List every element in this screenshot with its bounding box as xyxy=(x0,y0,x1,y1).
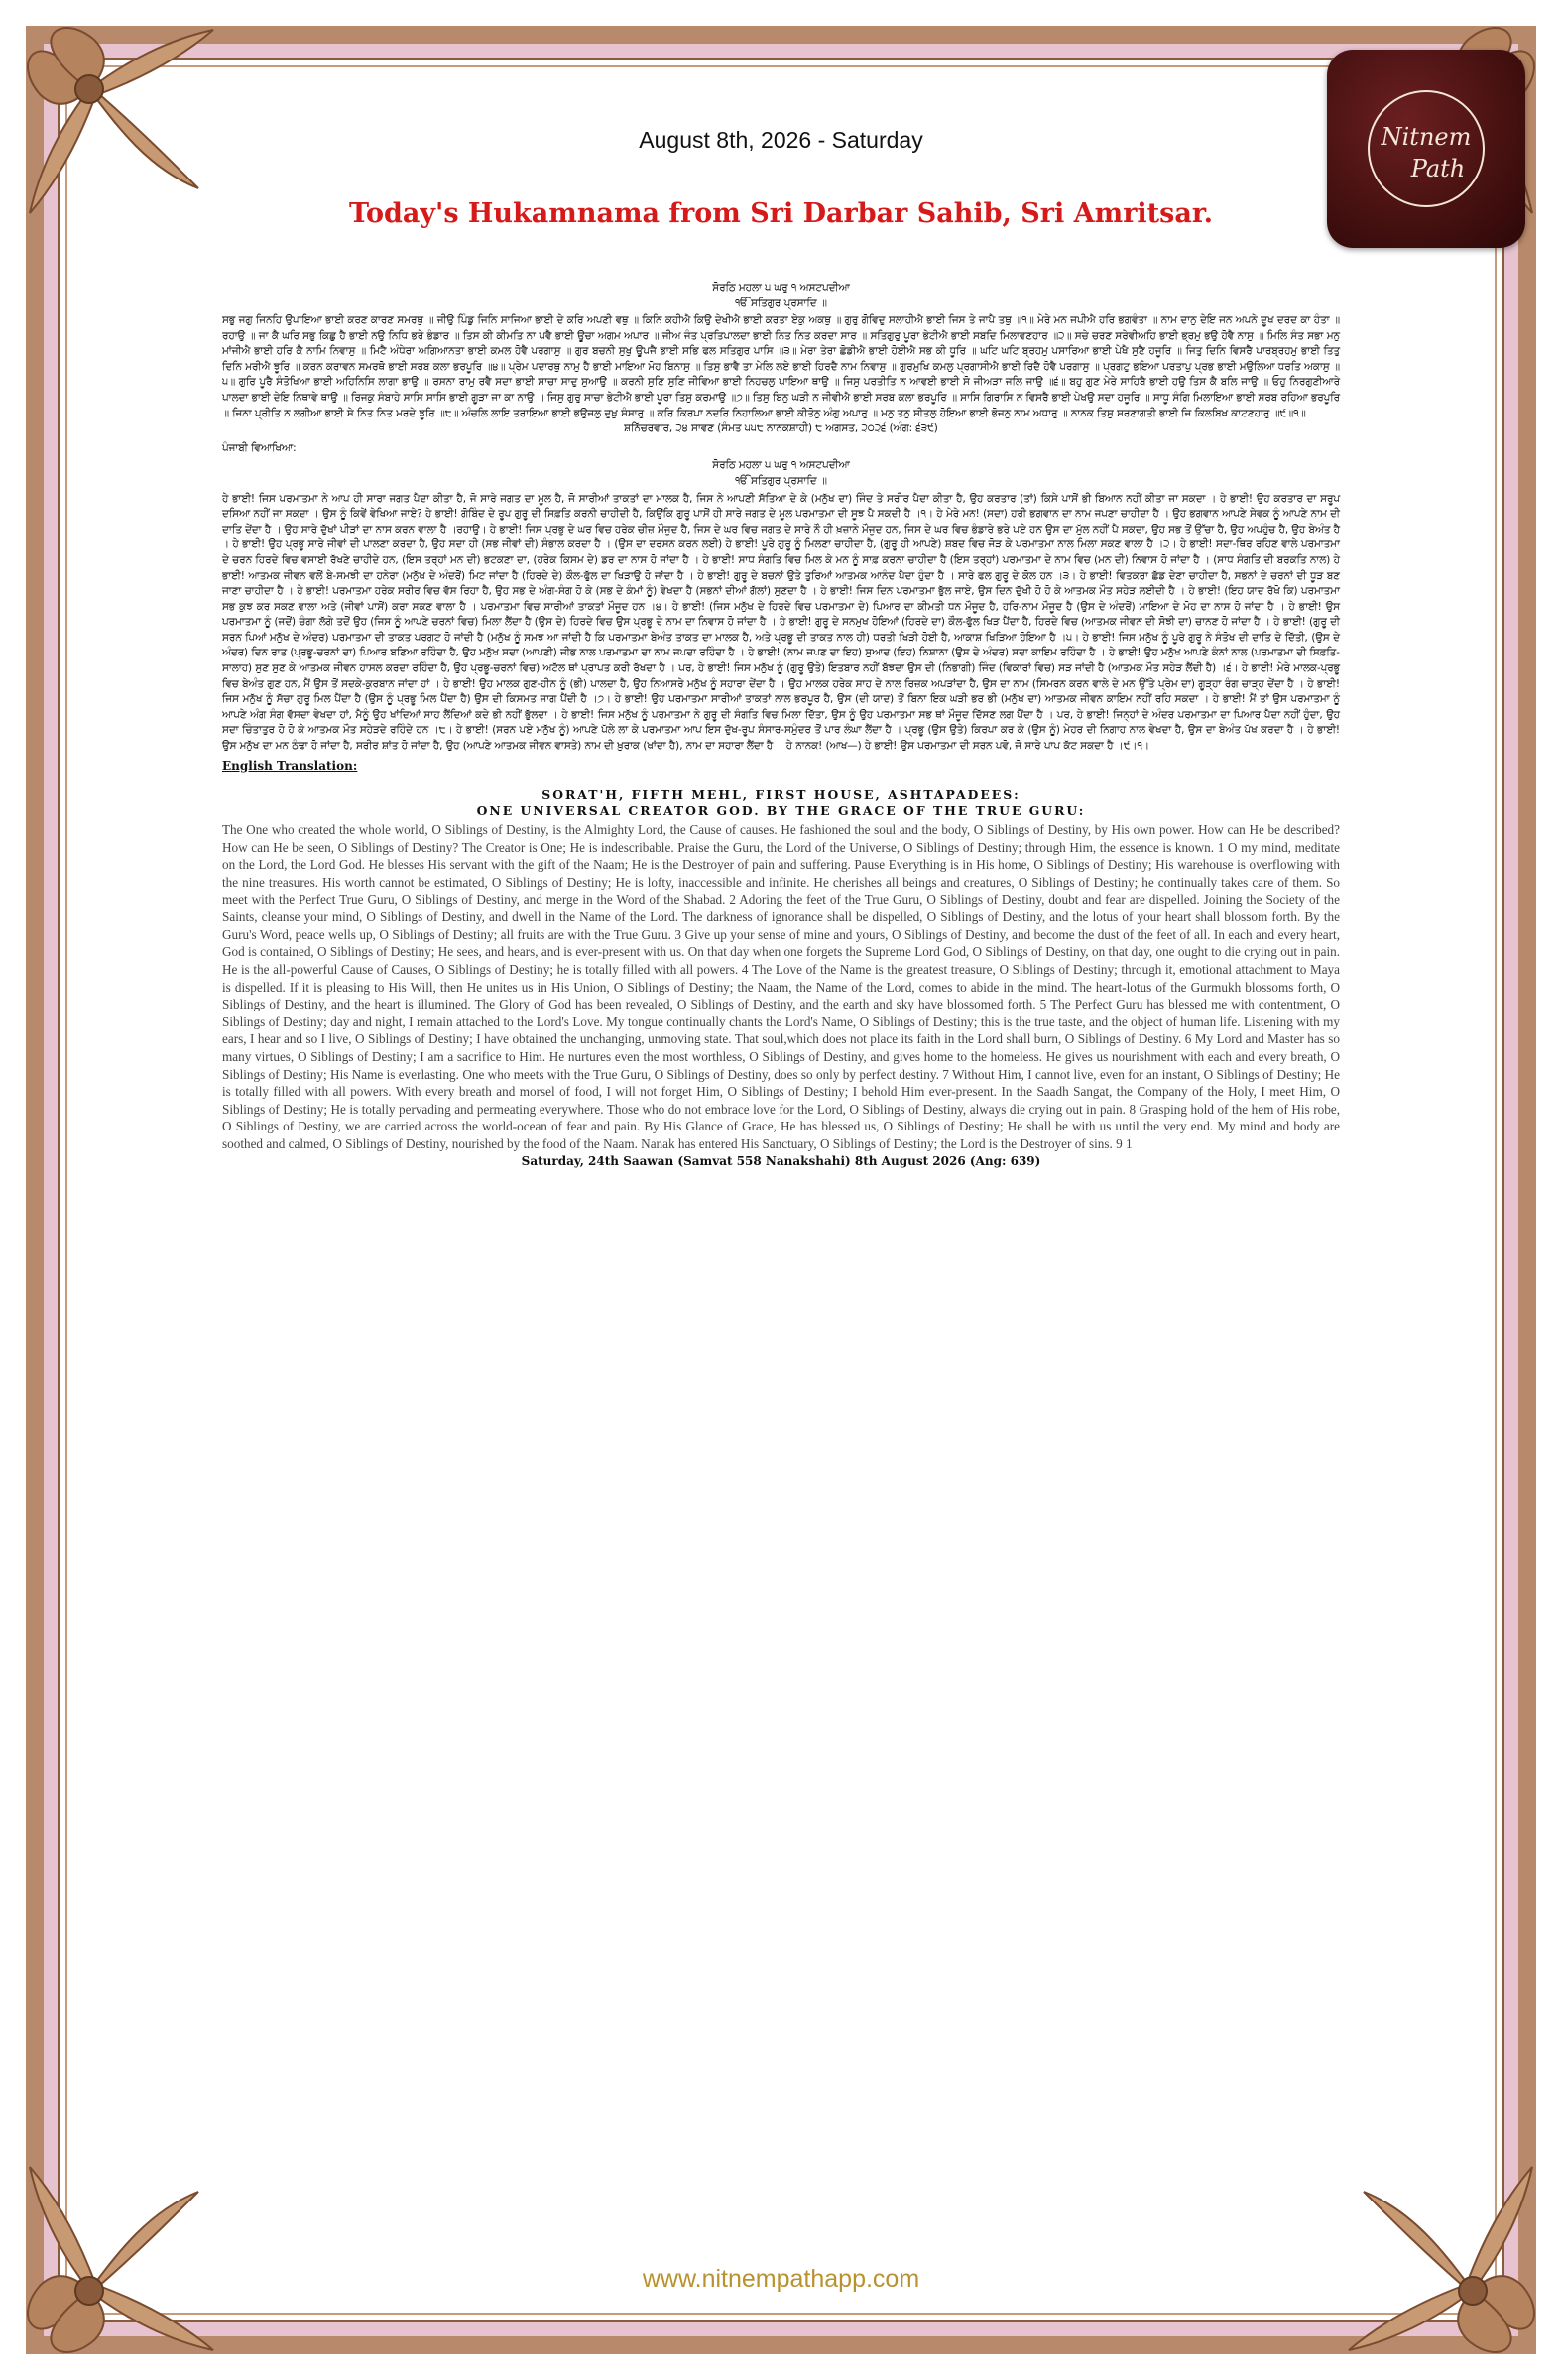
punjabi-explanation-label: ਪੰਜਾਬੀ ਵਿਆਖਿਆ: xyxy=(222,441,297,454)
punjabi-explanation-text: ਹੇ ਭਾਈ! ਜਿਸ ਪਰਮਾਤਮਾ ਨੇ ਆਪ ਹੀ ਸਾਰਾ ਜਗਤ ਪੈਦਾ ਕੀਤਾ ਹੈ, ਜੋ ਸਾਰੇ ਜਗਤ ਦਾ ਮੂਲ ਹੈ, ਜੋ ਸਾਰੀਆਂ ਤਾਕਤਾਂ ਦਾ ਮਾਲਕ ਹੈ, ਜਿਸ ਨੇ ਆਪਣੀ ਸੱਤਿਆ ਦੇ ਕੇ (ਮਨੁੱਖ ਦਾ) ਜਿੰਦ ਤੇ ਸਰੀਰ ਪੈਦਾ ਕੀਤਾ ਹੈ, ਉਹ ਕਰਤਾਰ (ਤਾਂ) ਕਿਸੇ ਪਾਸੋਂ ਭੀ ਬਿਆਨ ਨਹੀਂ ਕੀਤਾ ਜਾ ਸਕਦਾ । ਹੇ ਭਾਈ! ਉਹ ਕਰਤਾਰ ਦਾ ਸਰੂਪ ਦਸਿਆ ਨਹੀਂ ਜਾ ਸਕਦਾ । ਉਸ ਨੂੰ ਕਿਵੇਂ ਵੇਖਿਆ ਜਾਏ? ਹੇ ਭਾਈ! ਗੋਬਿੰਦ ਦੇ ਰੂਪ ਗੁਰੂ ਦੀ ਸਿਫ਼ਤਿ ਕਰਨੀ ਚਾਹੀਦੀ ਹੈ, ਕਿਉਂਕਿ ਗੁਰੂ ਪਾਸੋਂ ਹੀ ਸਾਰੇ ਜਗਤ ਦੇ ਮੂਲ ਪਰਮਾਤਮਾ ਦੀ ਸੂਝ ਪੈ ਸਕਦੀ ਹੈ ।੧। ਹੇ ਮੇਰੇ ਮਨ! (ਸਦਾ) ਹਰੀ ਭਗਵਾਨ ਦਾ ਨਾਮ ਜਪਣਾ ਚਾਹੀਦਾ ਹੈ । ਉਹ ਭਗਵਾਨ ਆਪਣੇ ਸੇਵਕ ਨੂੰ ਆਪਣੇ ਨਾਮ ਦੀ ਦਾਤਿ ਦੇਂਦਾ ਹੈ । ਉਹ ਸਾਰੇ ਦੁੱਖਾਂ ਪੀੜਾਂ ਦਾ ਨਾਸ ਕਰਨ ਵਾਲਾ ਹੈ ।ਰਹਾਉ। ਹੇ ਭਾਈ! ਜਿਸ ਪ੍ਰਭੂ ਦੇ ਘਰ ਵਿਚ ਹਰੇਕ ਚੀਜ਼ ਮੌਜੂਦ ਹੈ, ਜਿਸ ਦੇ ਘਰ ਵਿਚ ਜਗਤ ਦੇ ਸਾਰੇ ਨੌ ਹੀ ਖ਼ਜ਼ਾਨੇ ਮੌਜੂਦ ਹਨ, ਜਿਸ ਦੇ ਘਰ ਵਿਚ ਭੰਡਾਰੇ ਭਰੇ ਪਏ ਹਨ ਉਸ ਦਾ ਮੁੱਲ ਨਹੀਂ ਪੈ ਸਕਦਾ, ਉਹ ਸਭ ਤੋਂ ਉੱਚਾ ਹੈ, ਉਹ ਅਪਹੁੰਚ ਹੈ, ਉਹ ਬੇਅੰਤ ਹੈ । ਹੇ ਭਾਈ! ਉਹ ਪ੍ਰਭੂ ਸਾਰੇ ਜੀਵਾਂ ਦੀ ਪਾਲਣਾ ਕਰਦਾ ਹੈ, ਉਹ ਸਦਾ ਹੀ (ਸਭ ਜੀਵਾਂ ਦੀ) ਸੰਭਾਲ ਕਰਦਾ ਹੈ । (ਉਸ ਦਾ ਦਰਸਨ ਕਰਨ ਲਈ) ਹੇ ਭਾਈ! ਪੂਰੇ ਗੁਰੂ ਨੂੰ ਮਿਲਣਾ ਚਾਹੀਦਾ ਹੈ, (ਗੁਰੂ ਹੀ ਆਪਣੇ) ਸ਼ਬਦ ਵਿਚ ਜੋੜ ਕੇ ਪਰਮਾਤਮਾ ਨਾਲ ਮਿਲਾ ਸਕਣ ਵਾਲਾ ਹੈ ।੨। ਹੇ ਭਾਈ! ਸਦਾ-ਥਿਰ ਰਹਿਣ ਵਾਲੇ ਪਰਮਾਤਮਾ ਦੇ ਚਰਨ ਹਿਰਦੇ ਵਿਚ ਵਸਾਈ ਰੱਖਣੇ ਚਾਹੀਦੇ ਹਨ, (ਇਸ ਤਰ੍ਹਾਂ ਮਨ ਦੀ) ਭਟਕਣਾ ਦਾ, (ਹਰੇਕ ਕਿਸਮ ਦੇ) ਡਰ ਦਾ ਨਾਸ ਹੋ ਜਾਂਦਾ ਹੈ । ਹੇ ਭਾਈ! ਸਾਧ ਸੰਗਤਿ ਵਿਚ ਮਿਲ ਕੇ ਮਨ ਨੂੰ ਸਾਫ਼ ਕਰਨਾ ਚਾਹੀਦਾ ਹੈ (ਇਸ ਤਰ੍ਹਾਂ) ਪਰਮਾਤਮਾ ਦੇ ਨਾਮ ਵਿਚ (ਮਨ ਦੀ) ਨਿਵਾਸ ਹੋ ਜਾਂਦਾ ਹੈ । (ਸਾਧ ਸੰਗਤਿ ਦੀ ਬਰਕਤਿ ਨਾਲ) ਹੇ ਭਾਈ! ਆਤਮਕ ਜੀਵਨ ਵਲੋਂ ਬੇ-ਸਮਝੀ ਦਾ ਹਨੇਰਾ (ਮਨੁੱਖ ਦੇ ਅੰਦਰੋਂ) ਮਿਟ ਜਾਂਦਾ ਹੈ (ਹਿਰਦੇ ਦੇ) ਕੌਲ-ਫੁੱਲ ਦਾ ਖਿੜਾਉ ਹੋ ਜਾਂਦਾ ਹੈ । ਹੇ ਭਾਈ! ਗੁਰੂ ਦੇ ਬਚਨਾਂ ਉਤੇ ਤੁਰਿਆਂ ਆਤਮਕ ਆਨੰਦ ਪੈਦਾ ਹੁੰਦਾ ਹੈ । ਸਾਰੇ ਫਲ ਗੁਰੂ ਦੇ ਕੋਲ ਹਨ ।੩। ਹੇ ਭਾਈ! ਵਿਤਕਰਾ ਛੱਡ ਦੇਣਾ ਚਾਹੀਦਾ ਹੈ, ਸਭਨਾਂ ਦੇ ਚਰਨਾਂ ਦੀ ਧੂੜ ਬਣ ਜਾਣਾ ਚਾਹੀਦਾ ਹੈ । ਹੇ ਭਾਈ! ਪਰਮਾਤਮਾ ਹਰੇਕ ਸਰੀਰ ਵਿਚ ਵੱਸ ਰਿਹਾ ਹੈ, ਉਹ ਸਭ ਦੇ ਅੰਗ-ਸੰਗ ਹੋ ਕੇ (ਸਭ ਦੇ ਕੰਮਾਂ ਨੂੰ) ਵੇਖਦਾ ਹੈ (ਸਭਨਾਂ ਦੀਆਂ ਗੱਲਾਂ) ਸੁਣਦਾ ਹੈ । ਹੇ ਭਾਈ! ਜਿਸ ਦਿਨ ਪਰਮਾਤਮਾ ਭੁੱਲ ਜਾਏ, ਉਸ ਦਿਨ ਦੁੱਖੀ ਹੋ ਹੋ ਕੇ ਆਤਮਕ ਮੌਤ ਸਹੇੜ ਲਈਦੀ ਹੈ । ਹੇ ਭਾਈ! (ਇਹ ਯਾਦ ਰੱਖੋ ਕਿ) ਪਰਮਾਤਮਾ ਸਭ ਕੁਝ ਕਰ ਸਕਣ ਵਾਲਾ ਅਤੇ (ਜੀਵਾਂ ਪਾਸੋਂ) ਕਰਾ ਸਕਣ ਵਾਲਾ ਹੈ । ਪਰਮਾਤਮਾ ਵਿਚ ਸਾਰੀਆਂ ਤਾਕਤਾਂ ਮੌਜੂਦ ਹਨ ।੪। ਹੇ ਭਾਈ! (ਜਿਸ ਮਨੁੱਖ ਦੇ ਹਿਰਦੇ ਵਿਚ ਪਰਮਾਤਮਾ ਦੇ) ਪਿਆਰ ਦਾ ਕੀਮਤੀ ਧਨ ਮੌਜੂਦ ਹੈ, ਹਰਿ-ਨਾਮ ਮੌਜੂਦ ਹੈ (ਉਸ ਦੇ ਅੰਦਰੋਂ) ਮਾਇਆ ਦੇ ਮੋਹ ਦਾ ਨਾਸ ਹੋ ਜਾਂਦਾ ਹੈ । ਹੇ ਭਾਈ! ਉਸ ਪਰਮਾਤਮਾ ਨੂੰ (ਜਦੋਂ) ਚੰਗਾ ਲੱਗੇ ਤਦੋਂ ਉਹ (ਜਿਸ ਨੂੰ ਆਪਣੇ ਚਰਨਾਂ ਵਿਚ) ਮਿਲਾ ਲੈਂਦਾ ਹੈ (ਉਸ ਦੇ) ਹਿਰਦੇ ਵਿਚ ਉਸ ਪ੍ਰਭੂ ਦੇ ਨਾਮ ਦਾ ਨਿਵਾਸ ਹੋ ਜਾਂਦਾ ਹੈ । ਹੇ ਭਾਈ! ਗੁਰੂ ਦੇ ਸਨਮੁਖ ਹੋਇਆਂ (ਹਿਰਦੇ ਦਾ) ਕੌਲ-ਫੁੱਲ ਖਿੜ ਪੈਂਦਾ ਹੈ, ਹਿਰਦੇ ਵਿਚ (ਆਤਮਕ ਜੀਵਨ ਦੀ ਸੋਝੀ ਦਾ) ਚਾਨਣ ਹੋ ਜਾਂਦਾ ਹੈ । ਹੇ ਭਾਈ! (ਗੁਰੂ ਦੀ ਸਰਨ ਪਿਆਂ ਮਨੁੱਖ ਦੇ ਅੰਦਰ) ਪਰਮਾਤਮਾ ਦੀ ਤਾਕਤ ਪਰਗਟ ਹੋ ਜਾਂਦੀ ਹੈ (ਮਨੁੱਖ ਨੂੰ ਸਮਝ ਆ ਜਾਂਦੀ ਹੈ ਕਿ ਪਰਮਾਤਮਾ ਬੇਅੰਤ ਤਾਕਤ ਦਾ ਮਾਲਕ ਹੈ, ਅਤੇ ਪ੍ਰਭੂ ਦੀ ਤਾਕਤ ਨਾਲ ਹੀ) ਧਰਤੀ ਖਿੜੀ ਹੋਈ ਹੈ, ਆਕਾਸ਼ ਖਿੜਿਆ ਹੋਇਆ ਹੈ ।੫। ਹੇ ਭਾਈ! ਜਿਸ ਮਨੁੱਖ ਨੂੰ ਪੂਰੇ ਗੁਰੂ ਨੇ ਸੰਤੋਖ ਦੀ ਦਾਤਿ ਦੇ ਦਿੱਤੀ, (ਉਸ ਦੇ ਅੰਦਰ) ਦਿਨ ਰਾਤ (ਪ੍ਰਭੂ-ਚਰਨਾਂ ਦਾ) ਪਿਆਰ ਬਣਿਆ ਰਹਿੰਦਾ ਹੈ, ਉਹ ਮਨੁੱਖ ਸਦਾ (ਆਪਣੀ) ਜੀਭ ਨਾਲ ਪਰਮਾਤਮਾ ਦਾ ਨਾਮ ਜਪਦਾ ਰਹਿੰਦਾ ਹੈ । ਹੇ ਭਾਈ! (ਨਾਮ ਜਪਣ ਦਾ ਇਹ) ਸੁਆਦ (ਇਹ) ਨਿਸ਼ਾਨਾ (ਉਸ ਦੇ ਅੰਦਰ) ਸਦਾ ਕਾਇਮ ਰਹਿੰਦਾ ਹੈ । ਹੇ ਭਾਈ! ਉਹ ਮਨੁੱਖ ਆਪਣੇ ਕੰਨਾਂ ਨਾਲ (ਪਰਮਾਤਮਾ ਦੀ ਸਿਫ਼ਤਿ-ਸਾਲਾਹ) ਸੁਣ ਸੁਣ ਕੇ ਆਤਮਕ ਜੀਵਨ ਹਾਸਲ ਕਰਦਾ ਰਹਿੰਦਾ ਹੈ, ਉਹ ਪ੍ਰਭੂ-ਚਰਨਾਂ ਵਿਚ) ਅਟੱਲ ਥਾਂ ਪ੍ਰਾਪਤ ਕਰੀ ਰੱਖਦਾ ਹੈ । ਪਰ, ਹੇ ਭਾਈ! ਜਿਸ ਮਨੁੱਖ ਨੂੰ (ਗੁਰੂ ਉਤੇ) ਇਤਬਾਰ ਨਹੀਂ ਬੱਝਦਾ ਉਸ ਦੀ (ਨਿਭਾਗੀ) ਜਿੰਦ (ਵਿਕਾਰਾਂ ਵਿਚ) ਸੜ ਜਾਂਦੀ ਹੈ (ਆਤਮਕ ਮੌਤ ਸਹੇੜ ਲੈਂਦੀ ਹੈ) ।੬। ਹੇ ਭਾਈ! ਮੇਰੇ ਮਾਲਕ-ਪ੍ਰਭੂ ਵਿਚ ਬੇਅੰਤ ਗੁਣ ਹਨ, ਮੈਂ ਉਸ ਤੋਂ ਸਦਕੇ-ਕੁਰਬਾਨ ਜਾਂਦਾ ਹਾਂ । ਹੇ ਭਾਈ! ਉਹ ਮਾਲਕ ਗੁਣ-ਹੀਨ ਨੂੰ (ਭੀ) ਪਾਲਦਾ ਹੈ, ਉਹ ਨਿਆਸਰੇ ਮਨੁੱਖ ਨੂੰ ਸਹਾਰਾ ਦੇਂਦਾ ਹੈ । ਉਹ ਮਾਲਕ ਹਰੇਕ ਸਾਹ ਦੇ ਨਾਲ ਰਿਜ਼ਕ ਅਪੜਾਂਦਾ ਹੈ, ਉਸ ਦਾ ਨਾਮ (ਸਿਮਰਨ ਕਰਨ ਵਾਲੇ ਦੇ ਮਨ ਉੱਤੇ ਪ੍ਰੇਮ ਦਾ) ਗੂੜ੍ਹਾ ਰੰਗ ਚਾੜ੍ਹ ਦੇਂਦਾ ਹੈ । ਹੇ ਭਾਈ! ਜਿਸ ਮਨੁੱਖ ਨੂੰ ਸੱਚਾ ਗੁਰੂ ਮਿਲ ਪੈਂਦਾ ਹੈ (ਉਸ ਨੂੰ ਪ੍ਰਭੂ ਮਿਲ ਪੈਂਦਾ ਹੈ) ਉਸ ਦੀ ਕਿਸਮਤ ਜਾਗ ਪੈਂਦੀ ਹੈ ।੭। ਹੇ ਭਾਈ! ਉਹ ਪਰਮਾਤਮਾ ਸਾਰੀਆਂ ਤਾਕਤਾਂ ਨਾਲ ਭਰਪੂਰ ਹੈ, ਉਸ (ਦੀ ਯਾਦ) ਤੋਂ ਬਿਨਾ ਇਕ ਘੜੀ ਭਰ ਭੀ (ਮਨੁੱਖ ਦਾ) ਆਤਮਕ ਜੀਵਨ ਕਾਇਮ ਨਹੀਂ ਰਹਿ ਸਕਦਾ । ਹੇ ਭਾਈ! ਮੈਂ ਤਾਂ ਉਸ ਪਰਮਾਤਮਾ ਨੂੰ ਆਪਣੇ ਅੰਗ ਸੰਗ ਵੱਸਦਾ ਵੇਖਦਾ ਹਾਂ, ਮੈਨੂੰ ਉਹ ਖਾਂਦਿਆਂ ਸਾਹ ਲੈਂਦਿਆਂ ਕਦੇ ਭੀ ਨਹੀਂ ਭੁੱਲਦਾ । ਹੇ ਭਾਈ! ਜਿਸ ਮਨੁੱਖ ਨੂੰ ਪਰਮਾਤਮਾ ਨੇ ਗੁਰੂ ਦੀ ਸੰਗਤਿ ਵਿਚ ਮਿਲਾ ਦਿੱਤਾ, ਉਸ ਨੂੰ ਉਹ ਪਰਮਾਤਮਾ ਸਭ ਥਾਂ ਮੌਜੂਦ ਦਿੱਸਣ ਲਗ ਪੈਂਦਾ ਹੈ । ਪਰ, ਹੇ ਭਾਈ! ਜਿਨ੍ਹਾਂ ਦੇ ਅੰਦਰ ਪਰਮਾਤਮਾ ਦਾ ਪਿਆਰ ਪੈਦਾ ਨਹੀਂ ਹੁੰਦਾ, ਉਹ ਸਦਾ ਚਿੰਤਾਤੁਰ ਹੋ ਹੋ ਕੇ ਆਤਮਕ ਮੌਤ ਸਹੇੜਦੇ ਰਹਿੰਦੇ ਹਨ ।੮। ਹੇ ਭਾਈ! (ਸਰਨ ਪਏ ਮਨੁੱਖ ਨੂੰ) ਆਪਣੇ ਪੱਲੇ ਲਾ ਕੇ ਪਰਮਾਤਮਾ ਆਪ ਇਸ ਦੁੱਖ-ਰੂਪ ਸੰਸਾਰ-ਸਮੁੰਦਰ ਤੋਂ ਪਾਰ ਲੰਘਾ ਲੈਂਦਾ ਹੈ । ਪ੍ਰਭੂ (ਉਸ ਉਤੇ) ਕਿਰਪਾ ਕਰ ਕੇ (ਉਸ ਨੂੰ) ਮੇਹਰ ਦੀ ਨਿਗਾਹ ਨਾਲ ਵੇਖਦਾ ਹੈ, ਉਸ ਦਾ ਬੇਅੰਤ ਪੱਖ ਕਰਦਾ ਹੈ । ਹੇ ਭਾਈ! ਉਸ ਮਨੁੱਖ ਦਾ ਮਨ ਠੰਢਾ ਹੋ ਜਾਂਦਾ ਹੈ, ਸਰੀਰ ਸ਼ਾਂਤ ਹੋ ਜਾਂਦਾ ਹੈ, ਉਹ (ਆਪਣੇ ਆਤਮਕ ਜੀਵਨ ਵਾਸਤੇ) ਨਾਮ ਦੀ ਖ਼ੁਰਾਕ (ਖਾਂਦਾ ਹੈ), ਨਾਮ ਦਾ ਸਹਾਰਾ ਲੈਂਦਾ ਹੈ । ਹੇ ਨਾਨਕ! (ਆਖ—) ਹੇ ਭਾਈ! ਉਸ ਪਰਮਾਤਮਾ ਦੀ ਸਰਨ ਪਵੋ, ਜੋ ਸਾਰੇ ਪਾਪ ਕੱਟ ਸਕਦਾ ਹੈ ।੯।੧। xyxy=(222,492,1341,753)
gurbani-heading xyxy=(222,280,1340,311)
hukamnama-date: August 8th, 2026 - Saturday xyxy=(639,127,923,153)
punjabi-heading-line1: ਸੋਰਠਿ ਮਹਲਾ ੫ ਘਰੁ ੧ ਅਸਟਪਦੀਆ xyxy=(712,459,850,472)
english-heading-line1: SORAT'H, FIFTH MEHL, FIRST HOUSE, ASHTAPADEES: xyxy=(541,787,1021,803)
ribbon-bow-icon-top-left xyxy=(0,0,228,228)
english-date: Saturday, 24th Saawan (Samvat 558 Nanakshahi) 8th August 2026 (Ang: 639) xyxy=(521,1153,1041,1168)
gurbani-date: ਸ਼ਨਿੱਚਰਵਾਰ, ੨੪ ਸਾਵਣ (ਸੰਮਤ ੫੫੮ ਨਾਨਕਸ਼ਾਹੀ) ੮ ਅਗਸਤ, ੨੦੨੬ (ਅੰਗ: ੬੩੯) xyxy=(624,422,938,435)
gurbani-text: ਸਭੁ ਜਗੁ ਜਿਨਹਿ ਉਪਾਇਆ ਭਾਈ ਕਰਣ ਕਾਰਣ ਸਮਰਥੁ ॥ ਜੀਉ ਪਿੰਡੁ ਜਿਨਿ ਸਾਜਿਆ ਭਾਈ ਦੇ ਕਰਿ ਅਪਣੀ ਵਥੁ ॥ ਕਿਨਿ ਕਹੀਐ ਕਿਉ ਦੇਖੀਐ ਭਾਈ ਕਰਤਾ ਏਕੁ ਅਕਥੁ ॥ ਗੁਰੁ ਗੋਵਿਦੁ ਸਲਾਹੀਐ ਭਾਈ ਜਿਸ ਤੇ ਜਾਪੈ ਤਥੁ ॥੧॥ ਮੇਰੇ ਮਨ ਜਪੀਐ ਹਰਿ ਭਗਵੰਤਾ ॥ ਨਾਮ ਦਾਨੁ ਦੇਇ ਜਨ ਅਪਨੇ ਦੂਖ ਦਰਦ ਕਾ ਹੰਤਾ ॥ ਰਹਾਉ ॥ ਜਾ ਕੈ ਘਰਿ ਸਭੁ ਕਿਛੁ ਹੈ ਭਾਈ ਨਉ ਨਿਧਿ ਭਰੇ ਭੰਡਾਰ ॥ ਤਿਸ ਕੀ ਕੀਮਤਿ ਨਾ ਪਵੈ ਭਾਈ ਊਚਾ ਅਗਮ ਅਪਾਰ ॥ ਜੀਅ ਜੰਤ ਪ੍ਰਤਿਪਾਲਦਾ ਭਾਈ ਨਿਤ ਨਿਤ ਕਰਦਾ ਸਾਰ ॥ ਸਤਿਗੁਰੁ ਪੂਰਾ ਭੇਟੀਐ ਭਾਈ ਸਬਦਿ ਮਿਲਾਵਣਹਾਰ ॥੨॥ ਸਚੇ ਚਰਣ ਸਰੇਵੀਅਹਿ ਭਾਈ ਭ੍ਰਮੁ ਭਉ ਹੋਵੈ ਨਾਸੁ ॥ ਮਿਲਿ ਸੰਤ ਸਭਾ ਮਨੁ ਮਾਂਜੀਐ ਭਾਈ ਹਰਿ ਕੈ ਨਾਮਿ ਨਿਵਾਸੁ ॥ ਮਿਟੈ ਅੰਧੇਰਾ ਅਗਿਆਨਤਾ ਭਾਈ ਕਮਲ ਹੋਵੈ ਪਰਗਾਸੁ ॥ ਗੁਰ ਬਚਨੀ ਸੁਖੁ ਊਪਜੈ ਭਾਈ ਸਭਿ ਫਲ ਸਤਿਗੁਰ ਪਾਸਿ ॥੩॥ ਮੇਰਾ ਤੇਰਾ ਛੋਡੀਐ ਭਾਈ ਹੋਈਐ ਸਭ ਕੀ ਧੂਰਿ ॥ ਘਟਿ ਘਟਿ ਬ੍ਰਹਮੁ ਪਸਾਰਿਆ ਭਾਈ ਪੇਖੈ ਸੁਣੈ ਹਜੂਰਿ ॥ ਜਿਤੁ ਦਿਨਿ ਵਿਸਰੈ ਪਾਰਬ੍ਰਹਮੁ ਭਾਈ ਤਿਤੁ ਦਿਨਿ ਮਰੀਐ ਝੂਰਿ ॥ ਕਰਨ ਕਰਾਵਨ ਸਮਰਥੋ ਭਾਈ ਸਰਬ ਕਲਾ ਭਰਪੂਰਿ ॥੪॥ ਪ੍ਰੇਮ ਪਦਾਰਥੁ ਨਾਮੁ ਹੈ ਭਾਈ ਮਾਇਆ ਮੋਹ ਬਿਨਾਸੁ ॥ ਤਿਸੁ ਭਾਵੈ ਤਾ ਮੇਲਿ ਲਏ ਭਾਈ ਹਿਰਦੈ ਨਾਮ ਨਿਵਾਸੁ ॥ ਗੁਰਮੁਖਿ ਕਮਲੁ ਪ੍ਰਗਾਸੀਐ ਭਾਈ ਰਿਦੈ ਹੋਵੈ ਪਰਗਾਸੁ ॥ ਪ੍ਰਗਟੁ ਭਇਆ ਪਰਤਾਪੁ ਪ੍ਰਭ ਭਾਈ ਮਉਲਿਆ ਧਰਤਿ ਅਕਾਸੁ ॥੫॥ ਗੁਰਿ ਪੂਰੈ ਸੰਤੋਖਿਆ ਭਾਈ ਅਹਿਨਿਸਿ ਲਾਗਾ ਭਾਉ ॥ ਰਸਨਾ ਰਾਮੁ ਰਵੈ ਸਦਾ ਭਾਈ ਸਾਚਾ ਸਾਦੁ ਸੁਆਉ ॥ ਕਰਨੀ ਸੁਣਿ ਸੁਣਿ ਜੀਵਿਆ ਭਾਈ ਨਿਹਚਲੁ ਪਾਇਆ ਥਾਉ ॥ ਜਿਸੁ ਪਰਤੀਤਿ ਨ ਆਵਈ ਭਾਈ ਸੋ ਜੀਅੜਾ ਜਲਿ ਜਾਉ ॥੬॥ ਬਹੁ ਗੁਣ ਮੇਰੇ ਸਾਹਿਬੈ ਭਾਈ ਹਉ ਤਿਸ ਕੈ ਬਲਿ ਜਾਉ ॥ ਓਹੁ ਨਿਰਗੁਣੀਆਰੇ ਪਾਲਦਾ ਭਾਈ ਦੇਇ ਨਿਥਾਵੇ ਥਾਉ ॥ ਰਿਜਕੁ ਸੰਬਾਹੇ ਸਾਸਿ ਸਾਸਿ ਭਾਈ ਗੂੜਾ ਜਾ ਕਾ ਨਾਉ ॥ ਜਿਸੁ ਗੁਰੁ ਸਾਚਾ ਭੇਟੀਐ ਭਾਈ ਪੂਰਾ ਤਿਸੁ ਕਰਮਾਉ ॥੭॥ ਤਿਸੁ ਬਿਨੁ ਘੜੀ ਨ ਜੀਵੀਐ ਭਾਈ ਸਰਬ ਕਲਾ ਭਰਪੂਰਿ ॥ ਸਾਸਿ ਗਿਰਾਸਿ ਨ ਵਿਸਰੈ ਭਾਈ ਪੇਖਉ ਸਦਾ ਹਜੂਰਿ ॥ ਸਾਧੂ ਸੰਗਿ ਮਿਲਾਇਆ ਭਾਈ ਸਰਬ ਰਹਿਆ ਭਰਪੂਰਿ ॥ ਜਿਨਾ ਪ੍ਰੀਤਿ ਨ ਲਗੀਆ ਭਾਈ ਸੇ ਨਿਤ ਨਿਤ ਮਰਦੇ ਝੂਰਿ ॥੮॥ ਅੰਚਲਿ ਲਾਇ ਤਰਾਇਆ ਭਾਈ ਭਉਜਲੁ ਦੁਖੁ ਸੰਸਾਰੁ ॥ ਕਰਿ ਕਿਰਪਾ ਨਦਰਿ ਨਿਹਾਲਿਆ ਭਾਈ ਕੀਤੋਨੁ ਅੰਗੁ ਅਪਾਰੁ ॥ ਮਨੁ ਤਨੁ ਸੀਤਲੁ ਹੋਇਆ ਭਾਈ ਭੋਜਨੁ ਨਾਮ ਅਧਾਰੁ ॥ ਨਾਨਕ ਤਿਸੁ ਸਰਣਾਗਤੀ ਭਾਈ ਜਿ ਕਿਲਬਿਖ ਕਾਟਣਹਾਰੁ ॥੯॥੧॥ xyxy=(222,314,1340,419)
website-link[interactable]: www.nitnempathapp.com xyxy=(642,2265,920,2293)
logo-line1: Nitnem xyxy=(1381,123,1472,151)
punjabi-heading-line2: ੴ ਸਤਿਗੁਰ ਪ੍ਰਸਾਦਿ ॥ xyxy=(735,474,827,487)
page-title: Today's Hukamnama from Sri Darbar Sahib, Sri Amritsar. xyxy=(348,198,1213,229)
nitnem-path-logo xyxy=(1327,50,1525,248)
english-translation-text: The One who created the whole world, O Siblings of Destiny, is the Almighty Lord, the Cause of causes. He fashioned the soul and the body, O Siblings of Destiny, by His own power. How can He be described? How can He be seen, O Siblings of Destiny? The Creator is One; He is indescribable. Praise the Guru, the Lord of the Universe, O Siblings of Destiny; through Him, the essence is known. 1 O my mind, meditate on the Lord, the Lord God. He blesses His servant with the gift of the Naam; He is the Destroyer of pain and suffering. Pause Everything is in His home, O Siblings of Destiny; His warehouse is overflowing with the nine treasures. His worth cannot be estimated, O Siblings of Destiny; He is lofty, inaccessible and infinite. He cherishes all beings and creatures, O Siblings of Destiny; he continually takes care of them. So meet with the Perfect True Guru, O Siblings of Destiny, and merge in the Word of the Shabad. 2 Adoring the feet of the True Guru, O Siblings of Destiny, doubt and fear are dispelled. Joining the Society of the Saints, cleanse your mind, O Siblings of Destiny, and dwell in the Name of the Lord. The darkness of ignorance shall be dispelled, O Siblings of Destiny, and the lotus of your heart shall blossom forth. By the Guru's Word, peace wells up, O Siblings of Destiny; all fruits are with the True Guru. 3 Give up your sense of mine and yours, O Siblings of Destiny, and become the dust of the feet of all. In each and every heart, God is contained, O Siblings of Destiny; He sees, and hears, and is ever-present with us. On that day when one forgets the Supreme Lord God, O Siblings of Destiny, on that day, one ought to die crying out in pain. He is the all-powerful Cause of Causes, O Siblings of Destiny; he is totally filled with all powers. 4 The Love of the Name is the greatest treasure, O Siblings of Destiny; through it, emotional attachment to Maya is dispelled. If it is pleasing to His Will, then He unites us in His Union, O Siblings of Destiny; the Naam, the Name of the Lord, comes to abide in the mind. The heart-lotus of the Gurmukh blossoms forth, O Siblings of Destiny, and the heart is illumined. The Glory of God has been revealed, O Siblings of Destiny, and the earth and sky have blossomed forth. 5 The Perfect Guru has blessed me with contentment, O Siblings of Destiny; day and night, I remain attached to the Lord's Love. My tongue continually chants the Lord's Name, O Siblings of Destiny; this is the true taste, and the object of human life. Listening with my ears, I hear and so I live, O Siblings of Destiny; I have obtained the unchanging, unmoving state. That soul,which does not place its faith in the Lord shall burn, O Siblings of Destiny. 6 My Lord and Master has so many virtues, O Siblings of Destiny; I am a sacrifice to Him. He nurtures even the most worthless, O Siblings of Destiny, and gives home to the homeless. He gives us nourishment with each and every breath, O Siblings of Destiny; His Name is everlasting. One who meets with the True Guru, O Siblings of Destiny, does so only by perfect destiny. 7 Without Him, I cannot live, even for an instant, O Siblings of Destiny; He is totally filled with all powers. With every breath and morsel of food, I will not forget Him, O Siblings of Destiny; I behold Him ever-present. In the Saadh Sangat, the Company of the Holy, I meet Him, O Siblings of Destiny; He is totally pervading and permeating everywhere. Those who do not embrace love for the Lord, O Siblings of Destiny, always die crying out in pain. 8 Grasping hold of the hem of His robe, O Siblings of Destiny, we are carried across the world-ocean of fear and pain. By His Glance of Grace, He has blessed us, O Siblings of Destiny; He shall be with us until the very end. My mind and body are soothed and calmed, O Siblings of Destiny, nourished by the food of the Naam. Nanak has entered His Sanctuary, O Siblings of Destiny; the Lord is the Destroyer of sins. 9 1 xyxy=(222,822,1340,1151)
gurbani-heading-line2: ੴ ਸਤਿਗੁਰ ਪ੍ਰਸਾਦਿ ॥ xyxy=(735,298,827,309)
english-heading xyxy=(222,787,1340,819)
punjabi-heading xyxy=(222,458,1340,489)
english-translation-label: English Translation: xyxy=(222,758,358,773)
gurbani-heading-line1: ਸੋਰਠਿ ਮਹਲਾ ੫ ਘਰੁ ੧ ਅਸਟਪਦੀਆ xyxy=(712,282,850,294)
logo-line2: Path xyxy=(1410,155,1466,182)
hukamnama-content xyxy=(222,280,1340,1169)
english-heading-line2: ONE UNIVERSAL CREATOR GOD. BY THE GRACE OF THE TRUE GURU: xyxy=(476,803,1086,819)
